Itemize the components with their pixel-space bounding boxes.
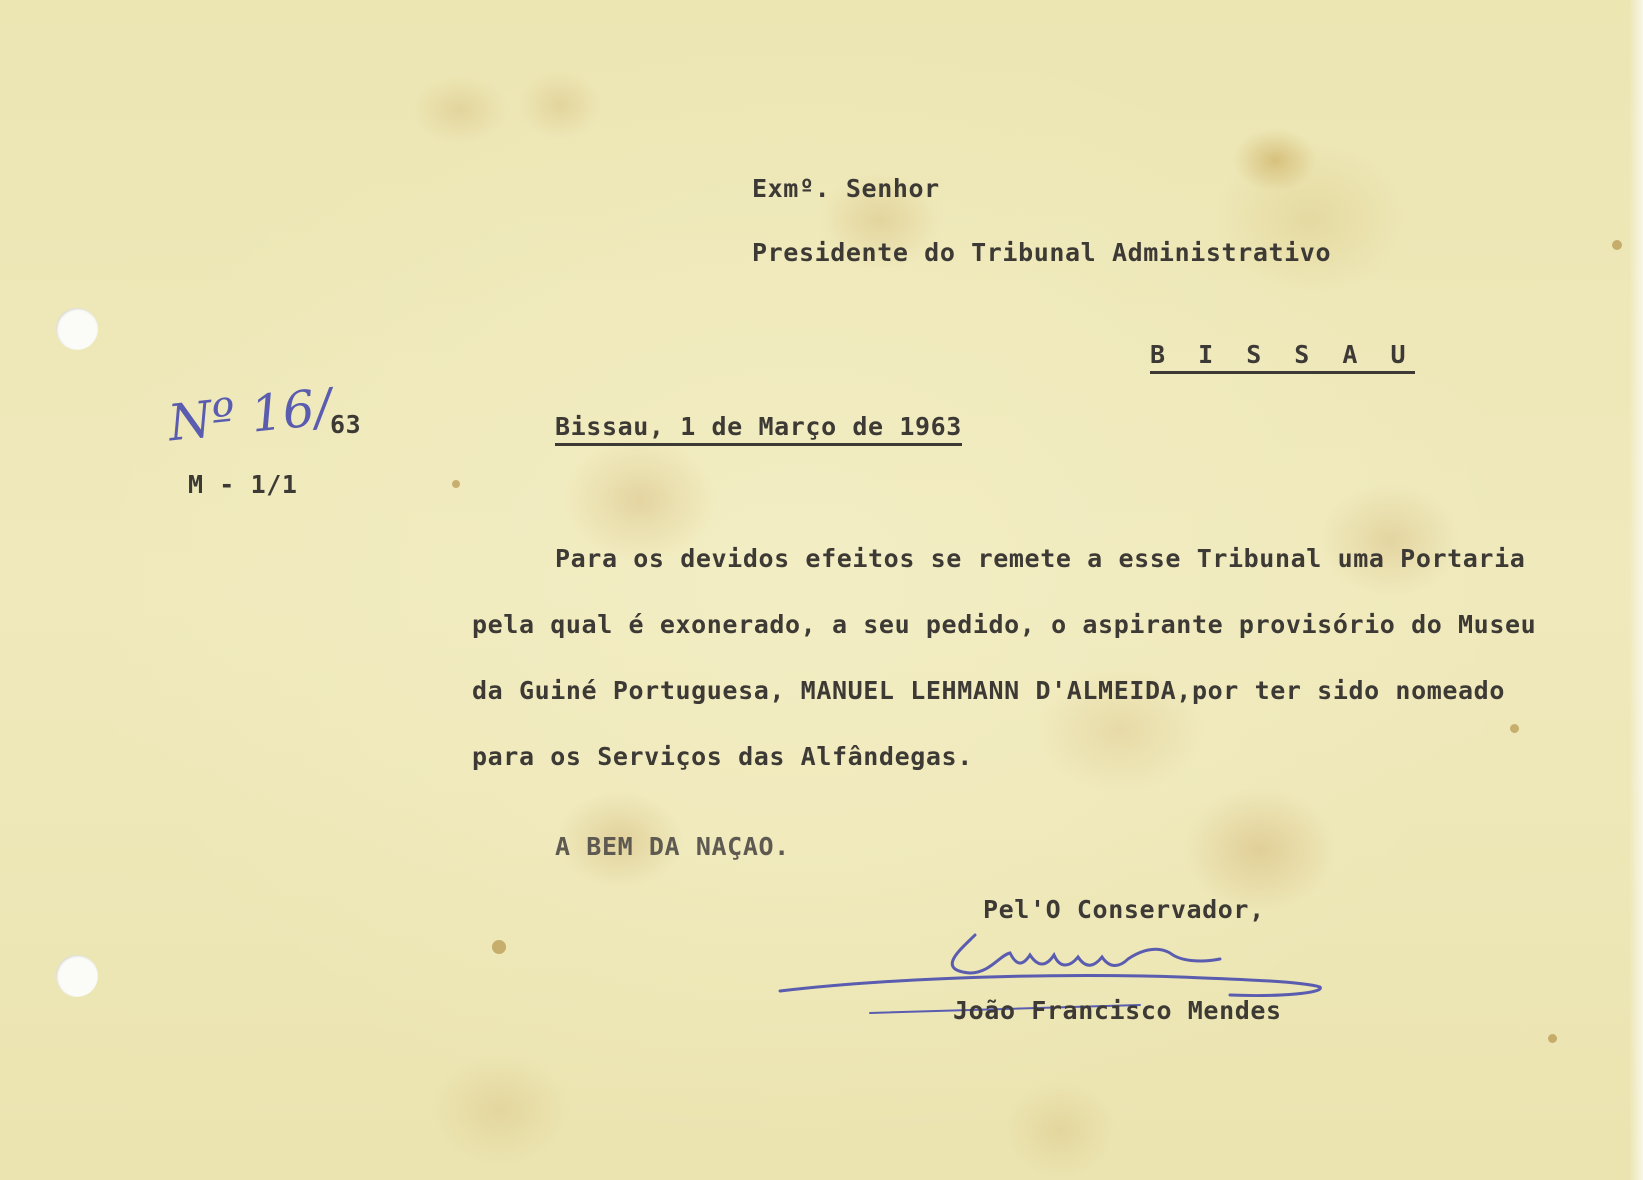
stain-spot [492,940,506,954]
body-line: pela qual é exonerado, a seu pedido, o aspirante provisório do Museu [472,610,1537,639]
recipient-city: B I S S A U [1150,340,1415,374]
closing-line: A BEM DA NAÇAO. [555,832,790,861]
body-line: da Guiné Portuguesa, MANUEL LEHMANN D'ALMEIDA,por ter sido nomeado [472,676,1505,705]
stain-spot [452,480,460,488]
paper-edge [1629,0,1643,1180]
punch-hole-bottom [56,955,98,997]
body-line: para os Serviços das Alfândegas. [472,742,973,771]
recipient-title: Presidente do Tribunal Administrativo [752,238,1332,267]
body-line: Para os devidos efeitos se remete a esse Tribunal uma Portaria [555,544,1526,573]
stain-spot [1548,1034,1557,1043]
punch-hole-top [56,308,98,350]
stain-spot [1510,724,1519,733]
signature-on-behalf: Pel'O Conservador, [983,895,1265,924]
signature-name: João Francisco Mendes [953,996,1282,1025]
stain-spot [1612,240,1622,250]
reference-year: 63 [330,410,362,439]
handwritten-reference-number: Nº 16/ [165,377,335,453]
date-line: Bissau, 1 de Março de 1963 [555,412,962,446]
reference-code: M - 1/1 [188,470,298,499]
recipient-salutation: Exmº. Senhor [752,174,940,203]
